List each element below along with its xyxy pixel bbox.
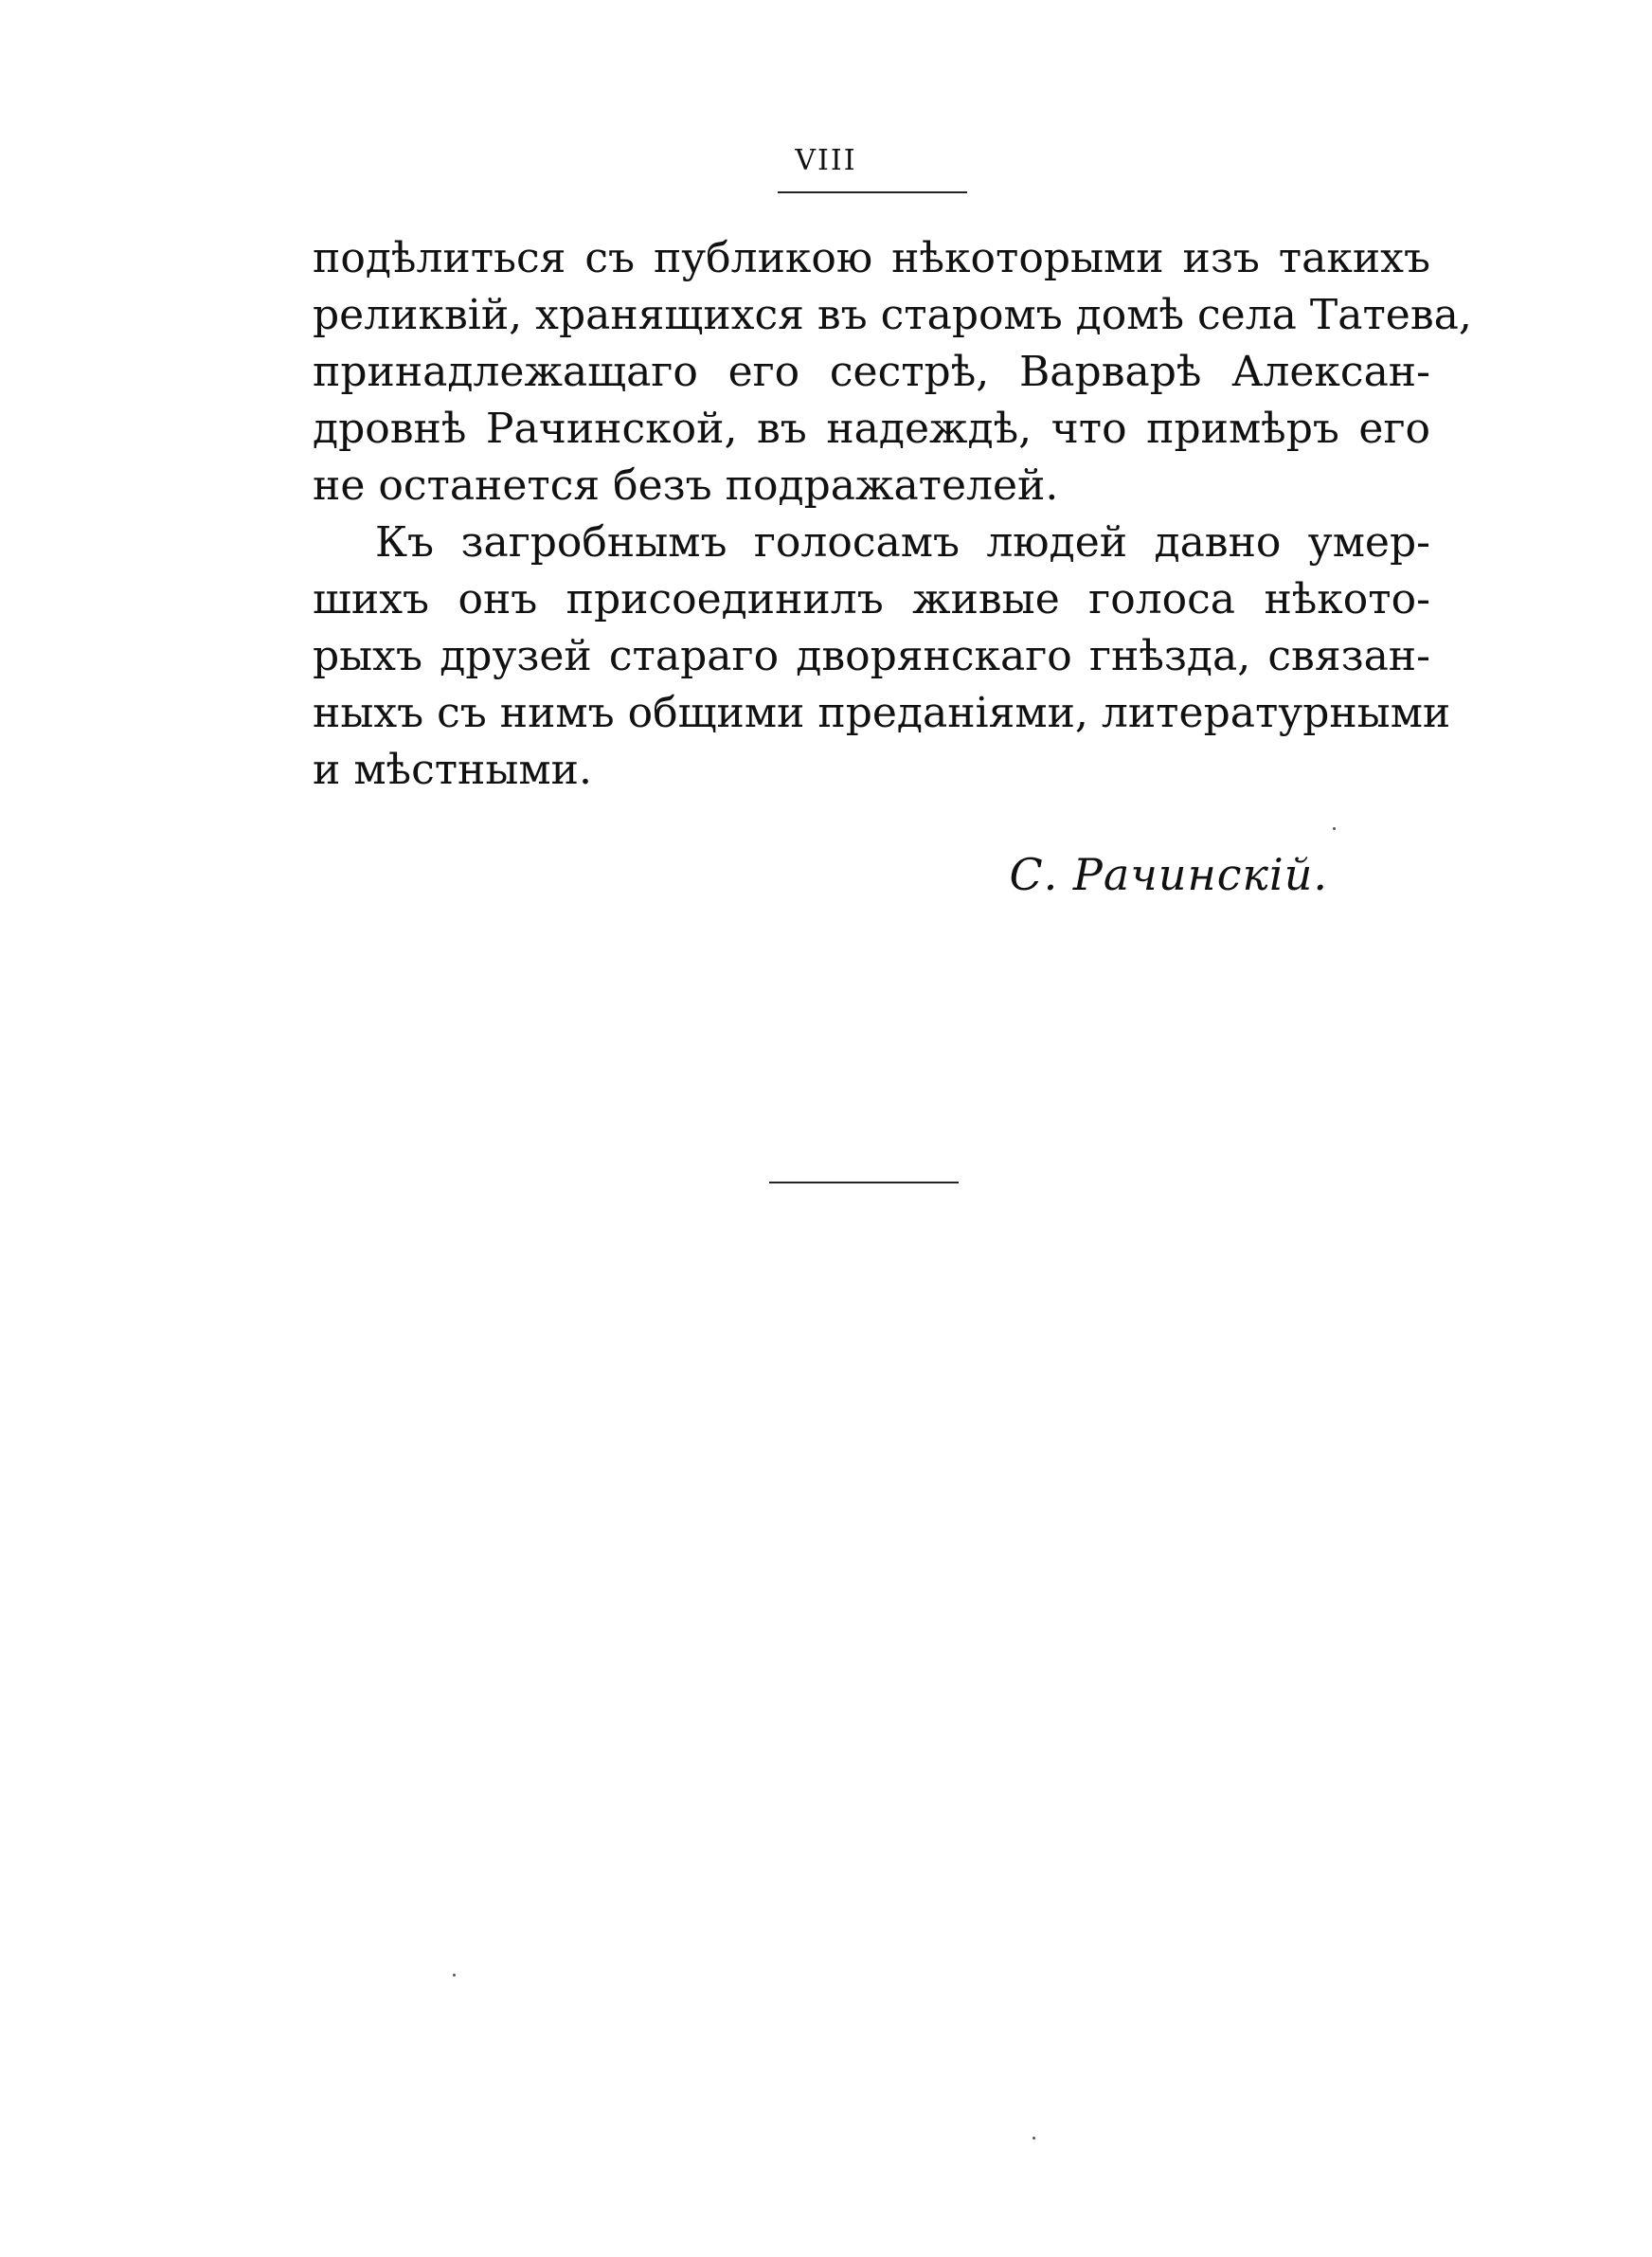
scan-speck (453, 1974, 456, 1977)
text-line: не останется безъ подражателей. (313, 461, 1059, 510)
text-line: подѣлиться съ публикою нѣкоторыми изъ такихъ (313, 234, 1430, 282)
text-line: рыхъ друзей стараго дворянскаго гнѣзда, связан- (313, 632, 1430, 680)
footer-rule (769, 1182, 959, 1183)
paragraph (313, 515, 1451, 799)
scan-speck (1333, 827, 1336, 830)
text-line: дровнѣ Рачинской, въ надеждѣ, что примѣръ его (313, 405, 1430, 453)
paragraph (313, 230, 1472, 515)
signature: С. Рачинскій. (1009, 849, 1328, 900)
scan-speck (1032, 2137, 1035, 2140)
text-line: шихъ онъ присоединилъ живые голоса нѣкото- (313, 575, 1430, 623)
text-line: реликвій, хранящихся въ старомъ домѣ села Татева, (313, 291, 1472, 339)
page-number: VIII (795, 144, 857, 177)
text-line: Къ загробнымъ голосамъ людей давно умер- (375, 518, 1430, 567)
body-text (313, 230, 1472, 799)
header-rule (778, 191, 967, 193)
text-line: ныхъ съ нимъ общими преданіями, литературными (313, 689, 1451, 737)
text-line: принадлежащаго его сестрѣ, Варварѣ Алексан- (313, 348, 1430, 396)
text-line: и мѣстными. (313, 746, 592, 794)
